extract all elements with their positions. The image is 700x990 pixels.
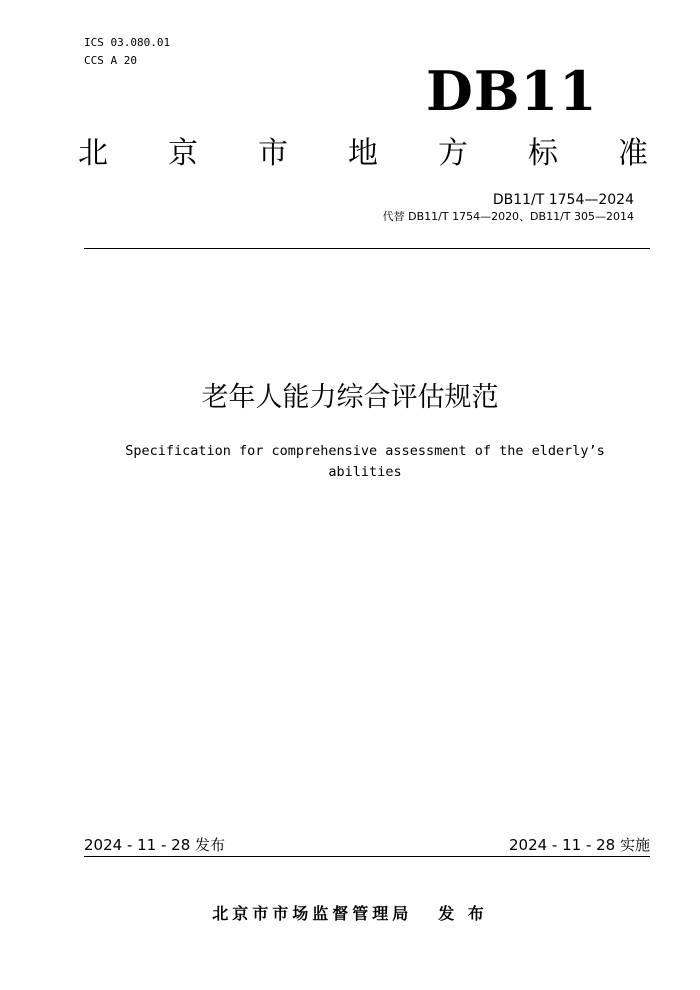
title-english: Specification for comprehensive assessment of the elderly’s abilities bbox=[125, 443, 605, 480]
publish-date: 2024 - 11 - 28 发布 bbox=[84, 836, 226, 854]
header-divider bbox=[84, 248, 650, 249]
footer-divider bbox=[84, 856, 650, 857]
standard-type-heading bbox=[78, 135, 648, 173]
issuer-name: 北京市市场监督管理局 bbox=[212, 904, 413, 923]
standard-type-char: 地 bbox=[348, 136, 378, 171]
replaces-note: 代替 DB11/T 1754—2020、DB11/T 305—2014 bbox=[382, 210, 634, 223]
ics-code: ICS 03.080.01 bbox=[84, 36, 171, 49]
standard-type-char: 北 bbox=[78, 136, 108, 171]
issuer-line bbox=[0, 903, 700, 925]
ccs-code: CCS A 20 bbox=[84, 54, 137, 67]
standard-number: DB11/T 1754—2024 bbox=[492, 192, 634, 208]
standard-type-char: 市 bbox=[258, 136, 288, 171]
standard-type-char: 京 bbox=[168, 136, 198, 171]
implement-date: 2024 - 11 - 28 实施 bbox=[508, 836, 650, 854]
standard-type-char: 方 bbox=[438, 136, 468, 171]
issuer-action: 发 布 bbox=[438, 904, 488, 923]
title-chinese: 老年人能力综合评估规范 bbox=[201, 382, 499, 413]
standard-type-char: 准 bbox=[618, 136, 648, 171]
db11-logo: DB11 bbox=[426, 59, 598, 123]
standard-type-char: 标 bbox=[528, 136, 558, 171]
